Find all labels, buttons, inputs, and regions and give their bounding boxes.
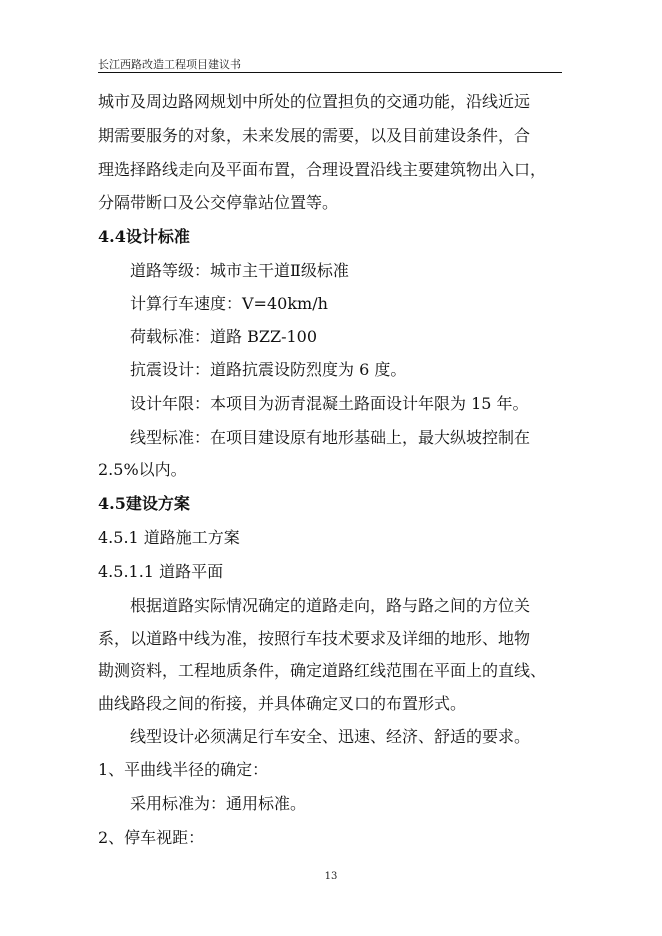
standard-item: 设计年限：本项目为沥青混凝土路面设计年限为 15 年。	[130, 394, 529, 413]
standard-item: 荷载标准：道路 BZZ-100	[130, 327, 318, 346]
body-text-line: 线型设计必须满足行车安全、迅速、经济、舒适的要求。	[130, 727, 531, 746]
body-text-line: 曲线路段之间的衔接，并具体确定叉口的布置形式。	[98, 694, 467, 713]
body-text-line: 根据道路实际情况确定的道路走向，路与路之间的方位关	[130, 596, 531, 615]
document-header-title: 长江西路改造工程项目建议书	[98, 58, 241, 71]
standard-item: 道路等级：城市主干道Ⅱ级标准	[130, 261, 349, 280]
subsection-heading: 4.5.1 道路施工方案	[98, 528, 240, 547]
section-heading: 4.5建设方案	[98, 494, 190, 513]
body-text-line: 2.5%以内。	[98, 460, 187, 479]
body-text-line: 分隔带断口及公交停靠站位置等。	[98, 193, 339, 212]
body-text-line: 采用标准为：通用标准。	[130, 794, 307, 813]
subsection-heading: 4.5.1.1 道路平面	[98, 562, 224, 581]
page-number: 13	[324, 871, 338, 882]
header-divider	[98, 72, 562, 73]
standard-item: 抗震设计：道路抗震设防烈度为 6 度。	[130, 360, 407, 379]
standard-item: 线型标准：在项目建设原有地形基础上，最大纵坡控制在	[130, 428, 531, 447]
body-text-line: 系，以道路中线为准，按照行车技术要求及详细的地形、地物	[98, 629, 531, 648]
list-item: 2、停车视距：	[98, 828, 205, 847]
body-text-line: 勘测资料，工程地质条件，确定道路红线范围在平面上的直线、	[98, 661, 547, 680]
section-heading: 4.4设计标准	[98, 227, 190, 246]
list-item: 1、平曲线半径的确定：	[98, 760, 269, 779]
body-text-line: 城市及周边路网规划中所处的位置担负的交通功能，沿线近远	[98, 92, 531, 111]
body-text-line: 期需要服务的对象，未来发展的需要，以及目前建设条件，合	[98, 126, 531, 145]
standard-item: 计算行车速度：V=40km/h	[130, 294, 328, 313]
body-text-line: 理选择路线走向及平面布置，合理设置沿线主要建筑物出入口，	[98, 160, 547, 179]
